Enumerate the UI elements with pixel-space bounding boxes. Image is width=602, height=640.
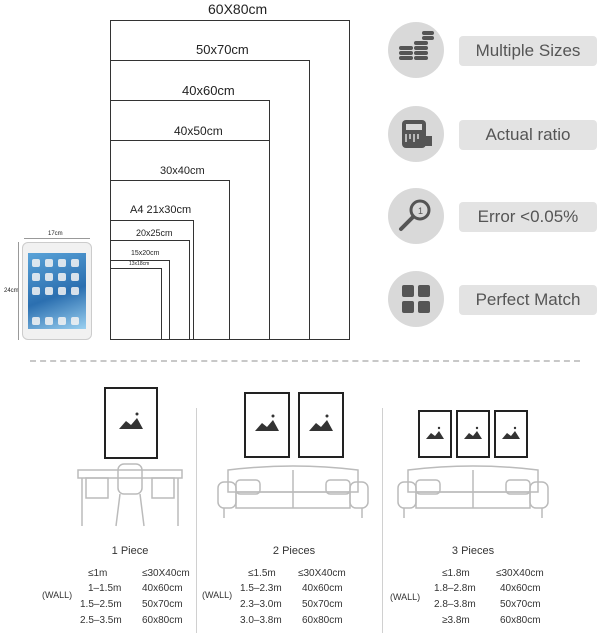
desk-illustration [70,458,190,530]
table-row: 60x80cm [500,615,541,626]
tablet-icon [22,242,92,340]
tape-measure-icon [388,106,444,162]
artwork-frame [244,392,290,458]
table-row: 3.0–3.8m [240,615,282,626]
label-a4: A4 21x30cm [130,204,192,216]
image-placeholder-icon [106,389,156,457]
grid-squares-icon [388,271,444,327]
table-row: 2.5–3.5m [80,615,122,626]
label-13x18: 13x18cm [129,261,150,267]
label-20x25: 20x25cm [136,228,173,238]
table-row: 40x60cm [500,583,541,594]
sofa-illustration [394,462,552,524]
table-row: 50x70cm [302,599,343,610]
column-separator-1 [196,408,197,633]
feature-label-perfect-match: Perfect Match [459,285,597,315]
table-row: 1–1.5m [88,583,122,594]
table-row: ≤30X40cm [298,568,346,579]
label-40x60: 40x60cm [182,83,235,98]
label-15x20: 15x20cm [131,250,160,257]
scene-2-wall-label: (WALL) [202,590,233,600]
table-row: 40x60cm [302,583,343,594]
section-divider [30,360,580,362]
table-row: 2.8–3.8m [434,599,476,610]
table-row: 1.5–2.5m [80,599,122,610]
rect-13x18 [110,268,162,340]
table-row: ≤1.5m [248,568,276,579]
tablet-width-label: 17cm [48,231,63,237]
artwork-frame [456,410,490,458]
table-row: ≤1m [88,568,108,579]
artwork-frame [298,392,344,458]
label-30x40: 30x40cm [160,165,205,177]
artwork-frame [494,410,528,458]
table-row: ≤30X40cm [496,568,544,579]
label-40x50: 40x50cm [174,124,223,138]
scene-1-title: 1 Piece [111,545,149,557]
table-row: ≤1.8m [442,568,470,579]
label-50x70: 50x70cm [196,42,249,57]
column-separator-2 [382,408,383,633]
feature-label-error: Error <0.05% [459,202,597,232]
scene-1-wall-label: (WALL) [42,590,73,600]
artwork-frame [104,387,158,459]
table-row: 2.3–3.0m [240,599,282,610]
table-row: 40x60cm [142,583,183,594]
tablet-height-label: 24cm [4,288,19,294]
feature-label-multiple-sizes: Multiple Sizes [459,36,597,66]
table-row: 50x70cm [500,599,541,610]
scene-2-title: 2 Pieces [272,545,316,557]
table-row: 1.5–2.3m [240,583,282,594]
sofa-illustration [214,462,372,524]
svg-text:1: 1 [418,206,424,216]
table-row: 1.8–2.8m [434,583,476,594]
feature-label-actual-ratio: Actual ratio [459,120,597,150]
table-row: 60x80cm [142,615,183,626]
scene-3-title: 3 Pieces [451,545,495,557]
table-row: 60x80cm [302,615,343,626]
tablet-height-line [18,242,19,340]
table-row: 50x70cm [142,599,183,610]
scene-3-wall-label: (WALL) [390,592,421,602]
artwork-frame [418,410,452,458]
tablet-width-line [24,238,90,239]
coins-stack-icon [388,22,444,78]
table-row: ≥3.8m [442,615,470,626]
label-60x80: 60X80cm [208,1,268,17]
magnifier-icon [388,188,444,244]
table-row: ≤30X40cm [142,568,190,579]
